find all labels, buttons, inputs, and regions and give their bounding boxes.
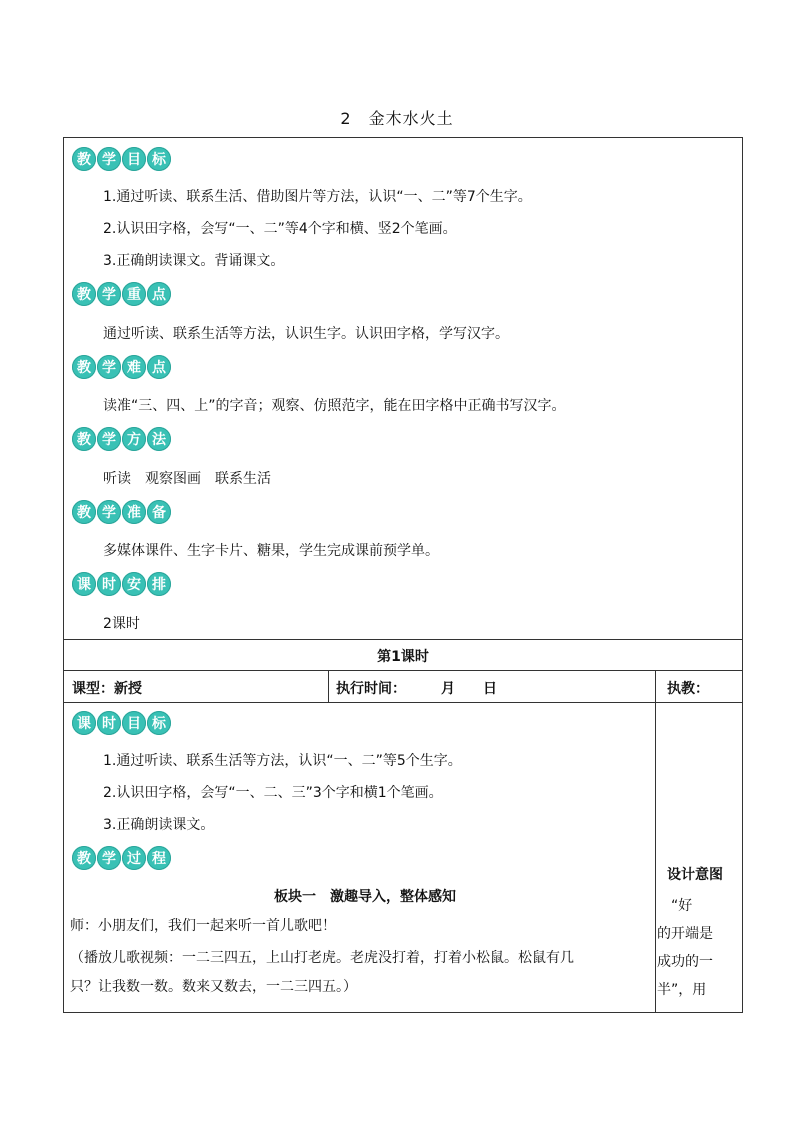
design-intent-text: “好 的开端是 成功的一 半”，用 (657, 898, 713, 998)
page-title: 2 金木水火土 (340, 109, 454, 128)
divider (655, 670, 656, 1013)
section-header-preparation: 教 学 准 备 (72, 500, 172, 526)
divider (64, 670, 742, 671)
section-header-process: 教 学 过 程 (72, 846, 172, 872)
section-header-schedule: 课 时 安 排 (72, 572, 172, 598)
lesson-plan-table (63, 137, 743, 1013)
section-header-difficulties: 教 学 难 点 (72, 355, 172, 381)
section-header-methods: 教 学 方 法 (72, 427, 172, 453)
lesson-goal-item: 2.认识田字格，会写“一、二、三”3个字和横1个笔画。 (103, 785, 443, 801)
difficulties-text: 读准“三、四、上”的字音；观察、仿照范字，能在田字格中正确书写汉字。 (103, 398, 566, 414)
design-intent-title: 设计意图 (667, 867, 723, 883)
key-points-text: 通过听读、联系生活等方法，认识生字。认识田字格，学写汉字。 (103, 326, 509, 342)
goal-item: 2.认识田字格，会写“一、二”等4个字和横、竖2个笔画。 (103, 221, 457, 237)
divider (328, 670, 329, 702)
divider (64, 639, 742, 640)
period-title: 第1课时 (377, 649, 429, 665)
lesson-type: 课型：新授 (72, 681, 142, 697)
divider (64, 702, 742, 703)
lesson-goal-item: 1.通过听读、联系生活等方法，认识“一、二”等5个生字。 (103, 753, 462, 769)
preparation-text: 多媒体课件、生字卡片、糖果，学生完成课前预学单。 (103, 543, 439, 559)
goal-item: 3.正确朗读课文。背诵课文。 (103, 253, 285, 269)
lesson-goal-item: 3.正确朗读课文。 (103, 817, 215, 833)
teacher-line: 师：小朋友们，我们一起来听一首儿歌吧！ (70, 918, 336, 934)
play-line: 只？让我数一数。数来又数去，一二三四五。） (70, 979, 357, 995)
section-header-key-points: 教 学 重 点 (72, 282, 172, 308)
execution-time: 执行时间： 月 日 (336, 681, 497, 697)
play-line: （播放儿歌视频：一二三四五，上山打老虎。老虎没打着，打着小松鼠。松鼠有几 (70, 950, 574, 966)
teacher-label: 执教： (667, 681, 709, 697)
goal-item: 1.通过听读、联系生活、借助图片等方法，认识“一、二”等7个生字。 (103, 189, 532, 205)
section-header-teaching-goals: 教 学 目 标 (72, 147, 172, 173)
schedule-text: 2课时 (103, 616, 140, 632)
section-header-lesson-goals: 课 时 目 标 (72, 711, 172, 737)
methods-text: 听读 观察图画 联系生活 (103, 471, 271, 487)
block-title: 板块一 激趣导入，整体感知 (274, 889, 456, 905)
